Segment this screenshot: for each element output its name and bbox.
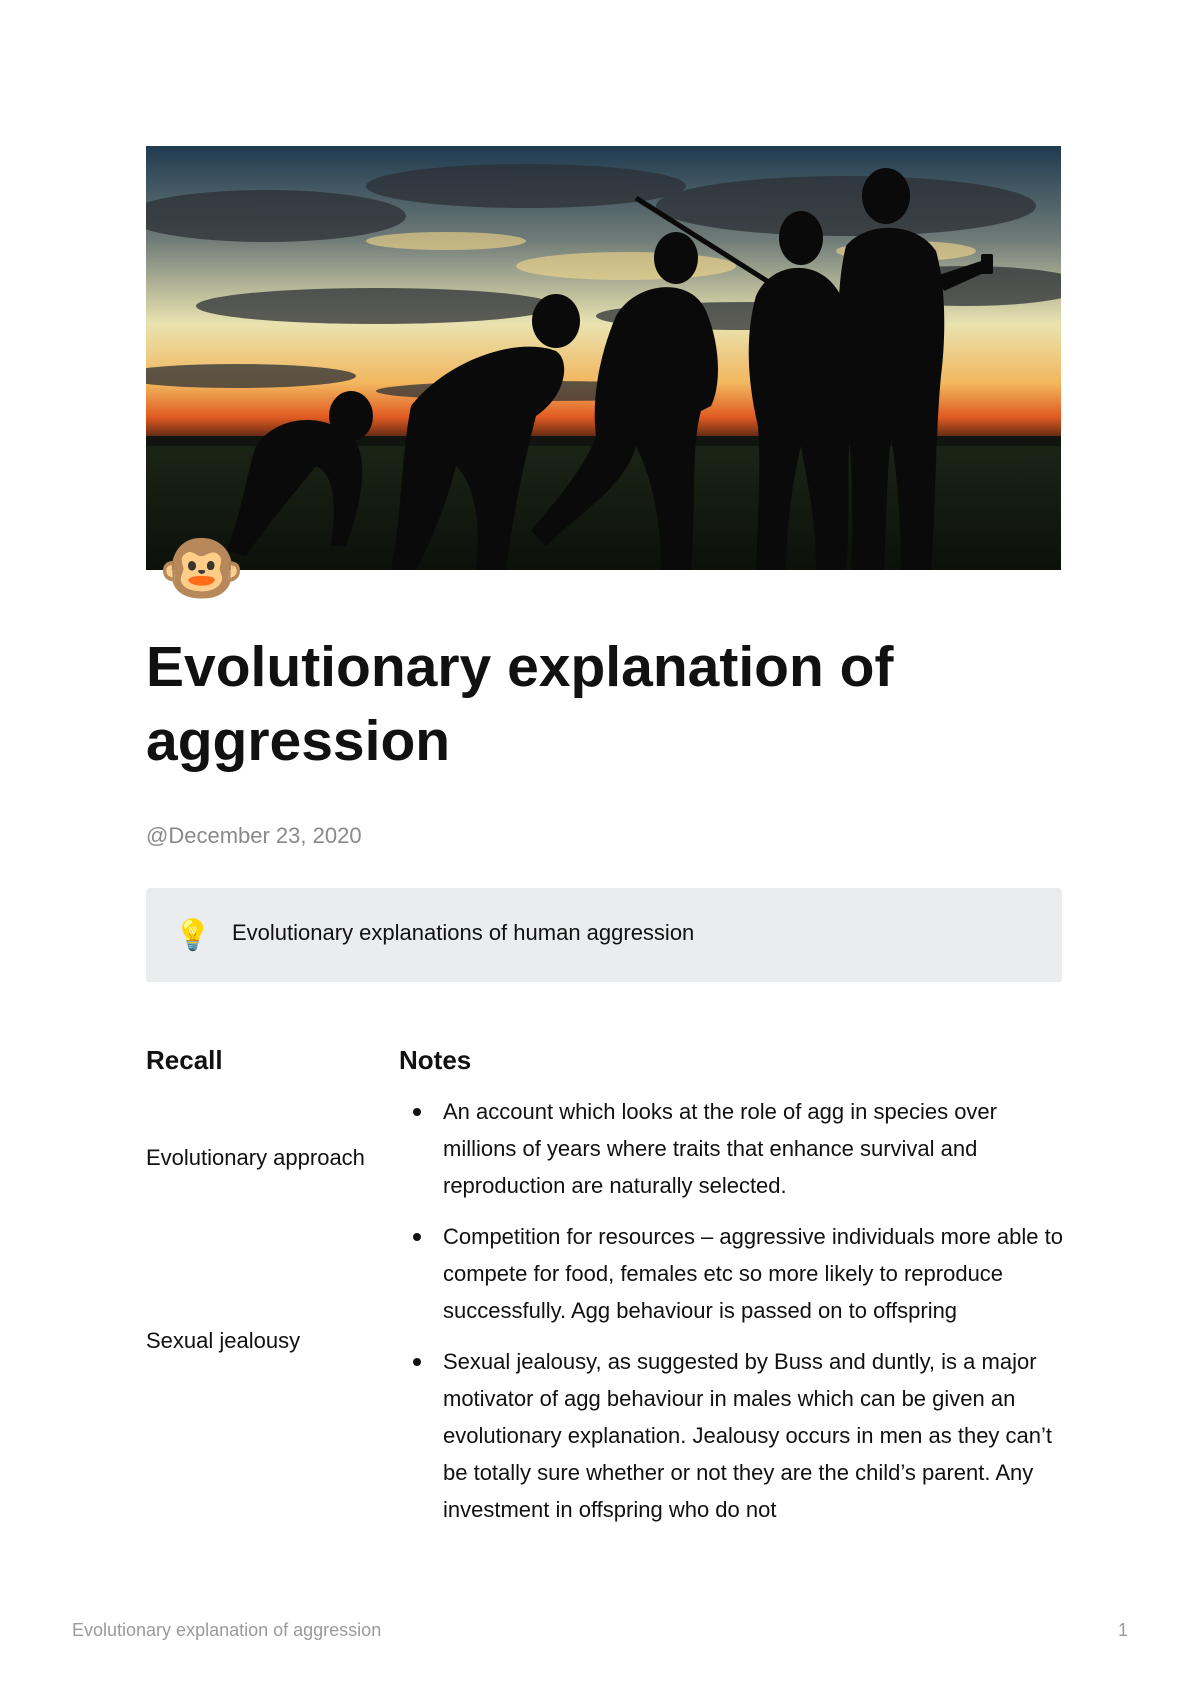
note-item: Competition for resources – aggressive individuals more able to compete for food, females etc so more likely to reproduce successfully. Agg behaviour is passed on to offspring: [399, 1218, 1069, 1329]
page-title: Evolutionary explanation of aggression: [146, 635, 894, 773]
footer-title: Evolutionary explanation of aggression: [72, 1620, 382, 1640]
callout-text: Evolutionary explanations of human aggression: [232, 920, 695, 945]
lightbulb-icon: 💡: [174, 919, 212, 952]
note-item: An account which looks at the role of agg in species over millions of years where traits that enhance survival and reproduction are naturally selected.: [399, 1093, 1069, 1204]
page-number: 1: [1117, 1620, 1128, 1640]
recall-item: Sexual jealousy: [146, 1328, 301, 1353]
recall-item: Evolutionary approach: [146, 1145, 365, 1170]
notes-heading: Notes: [399, 1045, 472, 1075]
callout-box: [146, 888, 1062, 982]
notes-list: [399, 1093, 1069, 1542]
note-item: Sexual jealousy, as suggested by Buss and duntly, is a major motivator of agg behaviour in males which can be given an evolutionary explanation. Jealousy occurs in men as they can’t be totally sure whether or not they are the child’s parent. Any investment in offspring who do not: [399, 1343, 1069, 1528]
monkey-icon: 🐵: [158, 529, 246, 607]
recall-heading: Recall: [146, 1045, 223, 1075]
cover-image: [146, 146, 1061, 570]
page-date: @December 23, 2020: [146, 823, 362, 848]
